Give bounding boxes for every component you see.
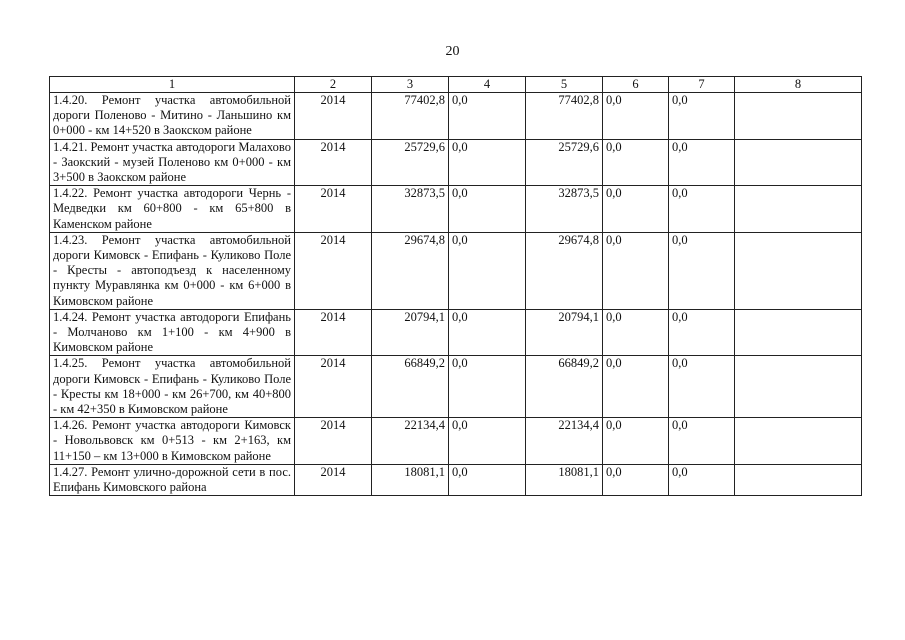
page-number: 20 (445, 44, 460, 59)
table-body (50, 93, 862, 496)
column-header: 7 (669, 77, 735, 93)
row-col8 (735, 418, 862, 465)
row-col3: 20794,1 (372, 309, 449, 356)
column-header: 4 (449, 77, 526, 93)
column-header: 3 (372, 77, 449, 93)
row-col4: 0,0 (449, 418, 526, 465)
row-col4: 0,0 (449, 309, 526, 356)
row-col3: 25729,6 (372, 139, 449, 186)
table-row (50, 139, 862, 186)
table-row (50, 418, 862, 465)
row-description: 1.4.26. Ремонт участка автодороги Кимовск - Новольвовск км 0+513 - км 2+163, км 11+150 – км 13+000 в Кимовском районе (50, 418, 295, 465)
row-col7: 0,0 (669, 93, 735, 140)
row-col4: 0,0 (449, 139, 526, 186)
row-col4: 0,0 (449, 93, 526, 140)
row-description: 1.4.23. Ремонт участка автомобильной дороги Кимовск - Епифань - Куликово Поле - Кресты - автоподъезд к населенному пункту Муравлянка км 0+000 - км 6+000 в Кимовском районе (50, 232, 295, 309)
row-col8 (735, 356, 862, 418)
row-col7: 0,0 (669, 418, 735, 465)
row-year: 2014 (295, 464, 372, 495)
header-row (50, 77, 862, 93)
row-col8 (735, 464, 862, 495)
row-col7: 0,0 (669, 186, 735, 233)
row-col7: 0,0 (669, 139, 735, 186)
row-col8 (735, 139, 862, 186)
row-col5: 22134,4 (526, 418, 603, 465)
row-col5: 66849,2 (526, 356, 603, 418)
row-description: 1.4.24. Ремонт участка автодороги Епифань - Молчаново км 1+100 - км 4+900 в Кимовском районе (50, 309, 295, 356)
row-year: 2014 (295, 309, 372, 356)
row-col6: 0,0 (603, 139, 669, 186)
table-row (50, 93, 862, 140)
row-description: 1.4.27. Ремонт улично-дорожной сети в пос. Епифань Кимовского района (50, 464, 295, 495)
row-col5: 25729,6 (526, 139, 603, 186)
row-col7: 0,0 (669, 464, 735, 495)
column-header: 2 (295, 77, 372, 93)
row-col4: 0,0 (449, 356, 526, 418)
row-col6: 0,0 (603, 309, 669, 356)
row-col6: 0,0 (603, 186, 669, 233)
row-col8 (735, 232, 862, 309)
table-row (50, 356, 862, 418)
column-header: 1 (50, 77, 295, 93)
row-col5: 32873,5 (526, 186, 603, 233)
row-col3: 29674,8 (372, 232, 449, 309)
row-year: 2014 (295, 418, 372, 465)
column-header: 5 (526, 77, 603, 93)
row-year: 2014 (295, 232, 372, 309)
row-col7: 0,0 (669, 232, 735, 309)
row-col6: 0,0 (603, 93, 669, 140)
row-description: 1.4.22. Ремонт участка автодороги Чернь - Медведки км 60+800 - км 65+800 в Каменском районе (50, 186, 295, 233)
row-col5: 77402,8 (526, 93, 603, 140)
row-description: 1.4.20. Ремонт участка автомобильной дороги Поленово - Митино - Ланьшино км 0+000 - км 14+520 в Заокском районе (50, 93, 295, 140)
row-col8 (735, 186, 862, 233)
row-col6: 0,0 (603, 464, 669, 495)
row-col5: 20794,1 (526, 309, 603, 356)
row-col4: 0,0 (449, 186, 526, 233)
row-year: 2014 (295, 356, 372, 418)
row-col6: 0,0 (603, 356, 669, 418)
row-col3: 32873,5 (372, 186, 449, 233)
table-row (50, 232, 862, 309)
row-col7: 0,0 (669, 356, 735, 418)
row-col8 (735, 309, 862, 356)
row-col4: 0,0 (449, 464, 526, 495)
row-col3: 66849,2 (372, 356, 449, 418)
column-header: 8 (735, 77, 862, 93)
row-col5: 29674,8 (526, 232, 603, 309)
table-row (50, 309, 862, 356)
row-col7: 0,0 (669, 309, 735, 356)
row-col5: 18081,1 (526, 464, 603, 495)
row-col3: 18081,1 (372, 464, 449, 495)
row-col6: 0,0 (603, 418, 669, 465)
table-row (50, 464, 862, 495)
table-row (50, 186, 862, 233)
row-year: 2014 (295, 186, 372, 233)
row-col8 (735, 93, 862, 140)
row-description: 1.4.25. Ремонт участка автомобильной дороги Кимовск - Епифань - Куликово Поле - Кресты км 18+000 - км 26+700, км 40+800 - км 42+350 в Кимовском районе (50, 356, 295, 418)
column-header: 6 (603, 77, 669, 93)
row-year: 2014 (295, 93, 372, 140)
budget-table (49, 76, 862, 496)
row-col6: 0,0 (603, 232, 669, 309)
row-year: 2014 (295, 139, 372, 186)
row-col4: 0,0 (449, 232, 526, 309)
row-description: 1.4.21. Ремонт участка автодороги Малахово - Заокский - музей Поленово км 0+000 - км 3+500 в Заокском районе (50, 139, 295, 186)
row-col3: 77402,8 (372, 93, 449, 140)
row-col3: 22134,4 (372, 418, 449, 465)
